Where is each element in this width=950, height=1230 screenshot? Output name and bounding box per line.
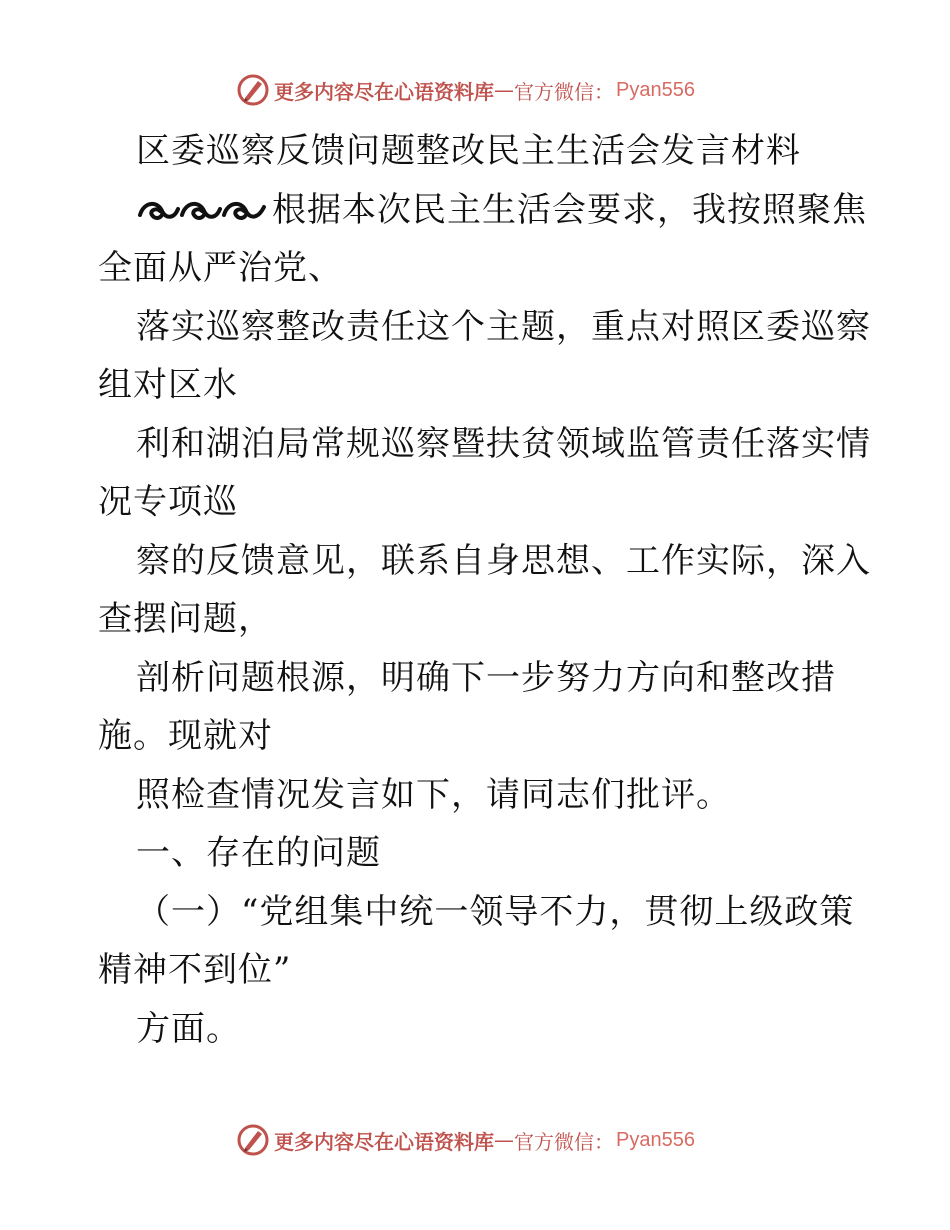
pen-logo-icon bbox=[236, 1123, 270, 1157]
footer-banner bbox=[236, 1122, 695, 1158]
document-body bbox=[98, 122, 871, 1058]
banner-handle: Pyan556 bbox=[616, 1128, 695, 1151]
banner-dash: — bbox=[494, 1128, 514, 1152]
paragraph-line: 施。现就对 bbox=[98, 716, 273, 756]
paragraph-line: 察的反馈意见，联系自身思想、工作实际，深入 bbox=[136, 540, 871, 581]
banner-wechat-label: 官方微信： bbox=[514, 1129, 614, 1154]
subsection-heading-continued: 精神不到位” bbox=[98, 950, 292, 990]
swirl-ornament-icon bbox=[136, 195, 268, 225]
paragraph-line: 况专项巡 bbox=[98, 482, 238, 522]
paragraph-line: 组对区水 bbox=[98, 365, 238, 405]
paragraph-text: 根据本次民主生活会要求，我按照聚焦 bbox=[272, 189, 867, 230]
paragraph-line: 剖析问题根源，明确下一步努力方向和整改措 bbox=[136, 657, 836, 698]
paragraph-line: 全面从严治党、 bbox=[98, 248, 343, 288]
banner-brand: 更多内容尽在心语资料库 bbox=[274, 1129, 494, 1154]
banner-brand: 更多内容尽在心语资料库 bbox=[274, 79, 494, 104]
section-heading: 一、存在的问题 bbox=[136, 833, 381, 873]
banner-handle: Pyan556 bbox=[616, 78, 695, 101]
document-title: 区委巡察反馈问题整改民主生活会发言材料 bbox=[136, 131, 801, 171]
paragraph-line: 照检查情况发言如下，请同志们批评。 bbox=[136, 774, 731, 815]
header-banner bbox=[236, 72, 695, 108]
paragraph-line: 方面。 bbox=[136, 1008, 241, 1049]
banner-wechat-label: 官方微信： bbox=[514, 79, 614, 104]
paragraph-line: 落实巡察整改责任这个主题，重点对照区委巡察 bbox=[136, 306, 871, 347]
pen-logo-icon bbox=[236, 73, 270, 107]
paragraph-line: 利和湖泊局常规巡察暨扶贫领域监管责任落实情 bbox=[136, 423, 871, 464]
paragraph-line bbox=[98, 181, 867, 240]
paragraph-line: 查摆问题， bbox=[98, 599, 273, 639]
subsection-heading: （一）“党组集中统一领导不力，贯彻上级政策 bbox=[136, 891, 855, 932]
banner-dash: — bbox=[494, 78, 514, 102]
